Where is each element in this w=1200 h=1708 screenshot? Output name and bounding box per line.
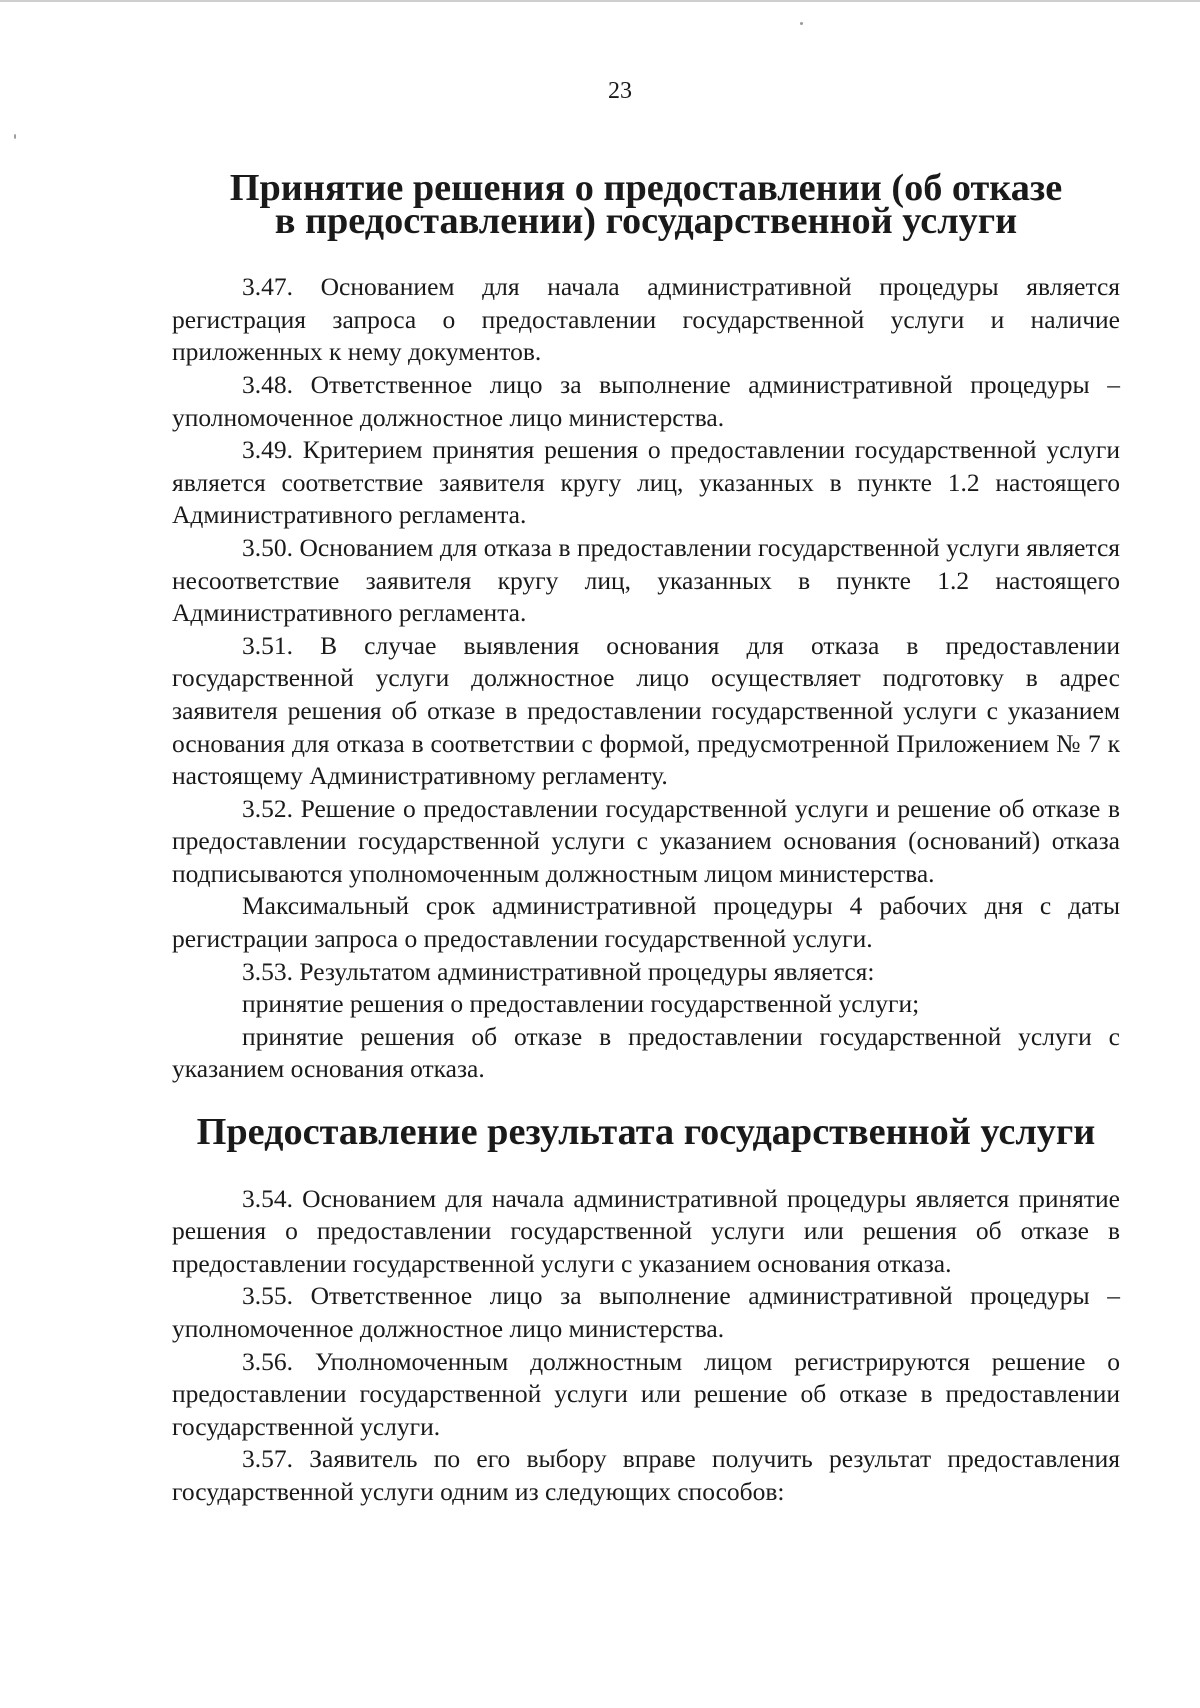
paragraph-result-refuse: принятие решения об отказе в предоставлении государственной услуги с указанием основания отказа.: [172, 1021, 1120, 1084]
heading-line: в предоставлении) государственной услуги: [274, 199, 1018, 242]
paragraph-3-50: 3.50. Основанием для отказа в предоставлении государственной услуги является несоответствие заявителя кругу лиц, указанных в пункте 1.2 настоящего Административного регламента.: [172, 532, 1120, 628]
paragraph-3-57: 3.57. Заявитель по его выбору вправе получить результат предоставления государственной услуги одним из следующих способов:: [172, 1444, 1120, 1506]
scan-speck: [14, 134, 16, 139]
paragraph-3-47: 3.47. Основанием для начала административной процедуры является регистрация запроса о предоставлении государственной услуги и наличие приложенных к нему документов.: [172, 272, 1120, 367]
paragraph-3-48: 3.48. Ответственное лицо за выполнение административной процедуры – уполномоченное должностное лицо министерства.: [172, 369, 1120, 432]
paragraph-max-term: Максимальный срок административной процедуры 4 рабочих дня с даты регистрации запроса о предоставлении государственной услуги.: [172, 891, 1120, 954]
paragraph-3-51: 3.51. В случае выявления основания для отказа в предоставлении государственной услуги должностное лицо осуществляет подготовку в адрес заявителя решения об отказе в предоставлении государственной услуги с указанием основания для отказа в соответствии с формой, предусмотренной Приложением № 7 к настоящему Административному регламенту.: [172, 630, 1120, 791]
section-heading-decision: [172, 167, 1120, 242]
paragraph-3-56: 3.56. Уполномоченным должностным лицом регистрируются решение о предоставлении государственной услуги или решение об отказе в предоставлении государственной услуги.: [172, 1346, 1120, 1441]
page-number: 23: [608, 78, 632, 104]
section-heading-result-delivery: [172, 1111, 1120, 1154]
paragraph-3-53: 3.53. Результатом административной процедуры является:: [242, 956, 875, 986]
scan-speck: [800, 22, 803, 25]
document-body: [172, 167, 1120, 1509]
paragraph-3-49: 3.49. Критерием принятия решения о предоставлении государственной услуги является соответствие заявителя кругу лиц, указанных в пункте 1.2 настоящего Административного регламента.: [172, 435, 1120, 530]
heading-line: Предоставление результата государственной услуги: [196, 1111, 1096, 1154]
paragraph-3-52: 3.52. Решение о предоставлении государственной услуги и решение об отказе в предоставлении государственной услуги с указанием основания (оснований) отказа подписываются уполномоченным должностным лицом министерства.: [172, 793, 1120, 888]
page-top-edge: [0, 0, 1200, 2]
paragraph-3-55: 3.55. Ответственное лицо за выполнение административной процедуры – уполномоченное должностное лицо министерства.: [172, 1281, 1120, 1343]
heading-line: Принятие решения о предоставлении (об отказе: [229, 167, 1063, 209]
paragraph-result-approve: принятие решения о предоставлении государственной услуги;: [242, 989, 920, 1019]
paragraph-3-54: 3.54. Основанием для начала административной процедуры является принятие решения о предоставлении государственной услуги или решения об отказе в предоставлении государственной услуги с указанием основания отказа.: [172, 1183, 1120, 1278]
